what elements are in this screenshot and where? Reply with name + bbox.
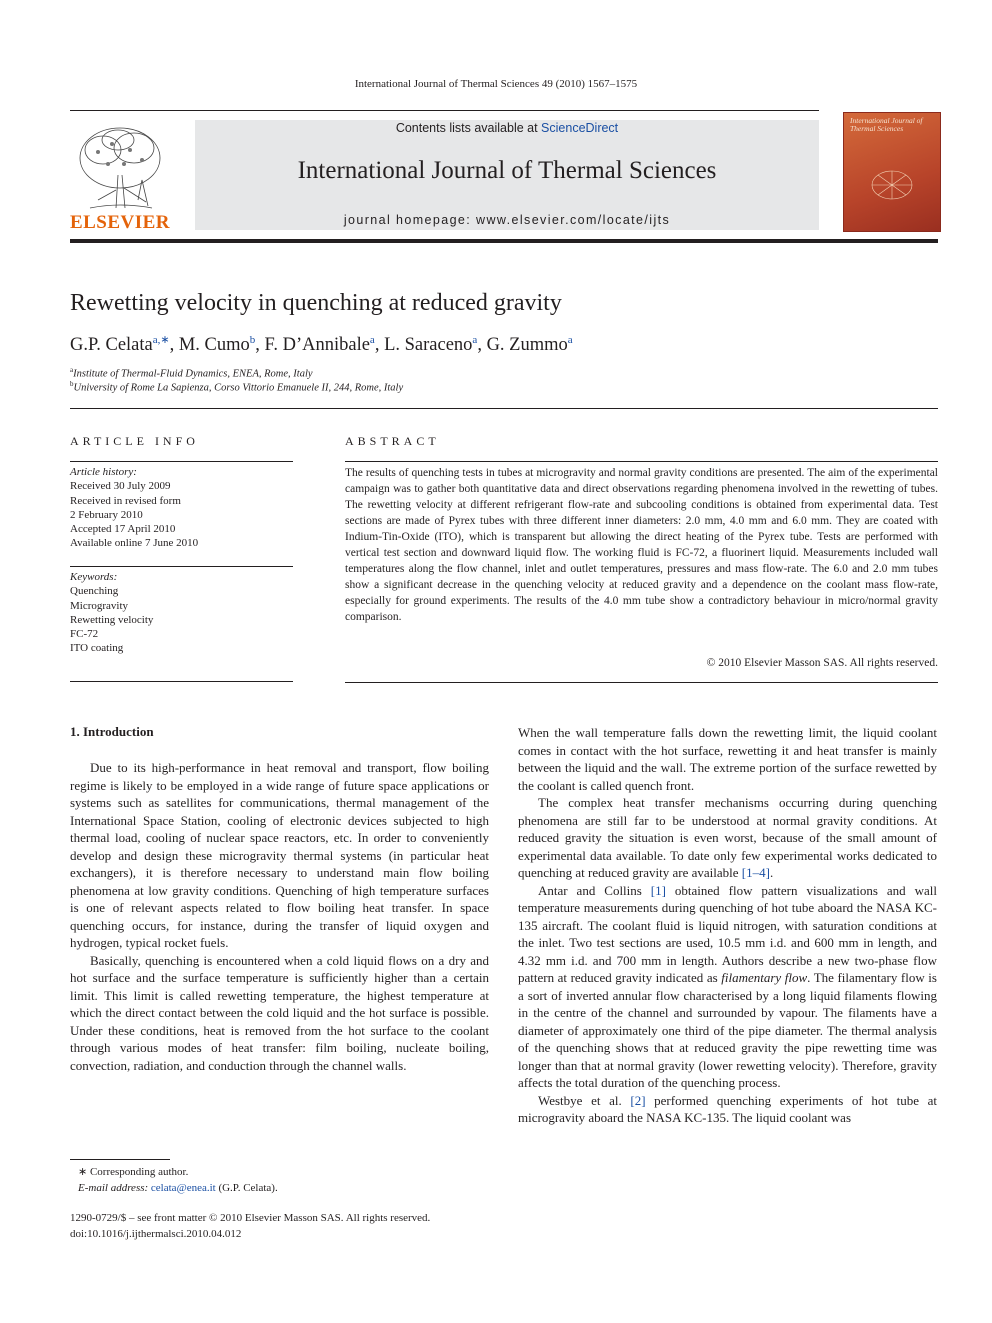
contents-line (195, 121, 819, 135)
author-affiliation-mark[interactable]: b (249, 334, 256, 346)
section-rule (70, 408, 938, 409)
keyword: ITO coating (70, 642, 124, 655)
author-affiliation-mark[interactable]: a (567, 334, 573, 346)
journal-cover-image (843, 112, 941, 232)
paragraph: Basically, quenching is encountered when a cold liquid flows on a dry and hot surface and the surface temperature is sufficiently higher than a certain limit. This limit is called rewetting temperature, the highest temperature at which the direct contact between the cold liquid and the hot surface is possible. Under these conditions, heat is removed from the hot surface to the coolant through various modes of heat transfer: film boiling, nucleate boiling, convection, radiation, and conduction through the channel walls. (70, 952, 489, 1073)
paragraph: The complex heat transfer mechanisms occurring during quenching phenomena are still far to be understood at normal gravity conditions. At reduced gravity the situation is even worst, because of the small amount of experimental data available. To date only few experimental works dedicated to quenching at reduced gravity are available [1–4]. (518, 795, 937, 880)
running-header: International Journal of Thermal Sciences 49 (2010) 1567–1575 (354, 78, 638, 90)
elsevier-wordmark: ELSEVIER (69, 212, 171, 233)
affiliation-a: $^a$Institute of Thermal-Fluid Dynamics, ENEA, Rome, Italy (70, 366, 313, 380)
abstract-copyright: © 2010 Elsevier Masson SAS. All rights reserved. (706, 657, 938, 669)
article-info-heading: ARTICLE INFO (70, 434, 199, 448)
body-column-left (70, 759, 489, 1074)
info-rule (70, 461, 293, 462)
affiliation-b: $^b$University of Rome La Sapienza, Corso Vittorio Emanuele II, 244, Rome, Italy (70, 380, 404, 394)
contents-prefix: Contents lists available at (395, 121, 542, 135)
author: F. D’Annibale$^a$, (264, 334, 385, 355)
issn-doi (70, 1211, 430, 1242)
abstract-rule (345, 461, 938, 462)
article-title: Rewetting velocity in quenching at reduced gravity (70, 290, 562, 316)
cover-title: International Journal of Thermal Sciences (850, 116, 923, 133)
journal-name: International Journal of Thermal Sciences (297, 157, 717, 184)
doi-line[interactable]: doi:10.1016/j.ijthermalsci.2010.04.012 (70, 1227, 242, 1240)
author-affiliation-mark[interactable]: a (369, 334, 375, 346)
paragraph: Antar and Collins [1] obtained flow pattern visualizations and wall temperature measurements during quenching of hot tube aboard the NASA KC-135 aircraft. The coolant fluid is liquid nitrogen, with saturation conditions at the inlet. Two test sections are used, 10.5 mm i.d. and 600 mm in length, and 4.32 mm i.d. and 700 mm in length. Authors describe a new two-phase flow pattern at reduced gravity indicated as filamentary flow. The filamentary flow is a sort of inverted annular flow characterised by a long liquid filaments flowing in the centre of the channel and surrounded by vapour. The filaments have a diameter of approximately one third of the pipe diameter. The thermal analysis of the quenching shows that at reduced gravity the pipe rewetting time was longer than that at normal gravity (lower rewetting velocity). Therefore, gravity affects the total duration of the quenching process. (518, 882, 938, 1090)
email-link[interactable]: celata@enea.it (150, 1181, 216, 1194)
issn-line: 1290-0729/$ – see front matter © 2010 Elsevier Masson SAS. All rights reserved. (70, 1212, 431, 1224)
article-history (70, 465, 293, 551)
paragraph: Westbye et al. [2] performed quenching experiments of hot tube at microgravity aboard the NASA KC-135. The liquid coolant was (518, 1092, 937, 1125)
keywords-label: Keywords: (70, 571, 118, 583)
citation-link[interactable]: [2] (630, 1092, 646, 1108)
sciencedirect-link[interactable]: ScienceDirect (541, 121, 619, 135)
history-item: Received 30 July 2009 (70, 480, 171, 493)
history-label: Article history: (70, 466, 137, 478)
abstract-rule (345, 682, 938, 683)
corresponding-note: ∗ Corresponding author. (78, 1166, 189, 1178)
corresponding-author-footnote (70, 1165, 278, 1196)
cover-illustration (862, 153, 922, 213)
homepage-url[interactable]: www.elsevier.com/locate/ijts (476, 213, 671, 227)
history-item: Accepted 17 April 2010 (70, 523, 176, 536)
paragraph: When the wall temperature falls down the rewetting limit, the liquid coolant comes in contact with the hot surface, rewetting it and heat transfer is mainly between the liquid and the wall. The extreme portion of the surface rewetted by the coolant is called quench front. (518, 725, 937, 793)
history-item: 2 February 2010 (70, 508, 143, 521)
section-heading-introduction: 1. Introduction (70, 724, 154, 739)
author: L. Saraceno$^a$, (384, 334, 487, 355)
keyword: Quenching (70, 585, 119, 598)
abstract-heading: ABSTRACT (345, 434, 440, 448)
paragraph: Due to its high-performance in heat removal and transport, flow boiling regime is likely to be employed in a wide range of future space applications or systems such as satellites for communications, thermal management of the International Space Station, cooling of electronic devices subjected to high thermal load, cooling of nuclear space reactors, etc. In order to conveniently develop and design these microgravity thermal systems (in particular heat exchangers), it is therefore necessary to understand main flow boiling phenomena at low gravity conditions. Quenching of high temperature surfaces is one of relevant aspects related to flow boiling heat transfer. In space quenching occurs, for instance, during the transfer of liquid oxygen and hydrogen, typical rocket fuels. (70, 760, 489, 950)
homepage-prefix: journal homepage: (343, 213, 477, 227)
abstract-text: The results of quenching tests in tubes at microgravity and normal gravity conditions are presented. The aim of the experimental campaign was to gather both quantitative data and direct observations regarding phenomena involved in the rewetting of tubes. The rewetting velocity at different refrigerant flow-rate and subcooling conditions is obtained from experimental data. Test sections are made of Pyrex tubes with three different inner diameters: 2.0 mm, 4.0 mm and 6.0 mm. They are coated with Indium-Tin-Oxide (ITO), which is transparent but allowing the direct heating of the Pyrex tube. Tests are performed with vertical test section and downward liquid flow. The working fluid is FC-72, a fluorinert liquid. Measurements included wall temperatures along the flow channel, inlet and outlet temperatures, pressures and mass flow-rate. The 6.0 and 2.0 mm tubes show a significant decrease in the quenching velocity at reduced gravity and a dependence on the coolant mass flow-rate, especially for ground experiments. The results of the 4.0 mm tube show a contradictory behaviour in micro/normal gravity comparison. (345, 467, 938, 623)
author-affiliation-mark[interactable]: a,∗ (152, 334, 170, 346)
citation-link[interactable]: [1] (650, 882, 666, 898)
citation-link[interactable]: [1–4] (741, 865, 770, 880)
author: M. Cumo$^b$, (178, 334, 265, 355)
author-affiliation-mark[interactable]: a (472, 334, 478, 346)
footnote-rule (70, 1159, 170, 1160)
keyword: Microgravity (70, 599, 129, 612)
body-column-right (518, 724, 937, 1127)
info-rule (70, 681, 293, 682)
author-list (70, 333, 573, 356)
masthead-rule (70, 239, 938, 243)
keywords (70, 570, 293, 656)
history-item: Available online 7 June 2010 (70, 537, 199, 550)
keyword: Rewetting velocity (70, 613, 154, 626)
author: G.P. Celata$^{a,∗}$, (70, 334, 179, 355)
email-note: E-mail address: celata@enea.it (G.P. Celata). (78, 1181, 278, 1194)
journal-homepage (195, 213, 819, 227)
top-rule (70, 110, 819, 111)
info-rule (70, 566, 293, 567)
keyword: FC-72 (70, 628, 99, 641)
history-item: Received in revised form (70, 494, 181, 507)
author: G. Zummo$^a$ (486, 334, 573, 355)
